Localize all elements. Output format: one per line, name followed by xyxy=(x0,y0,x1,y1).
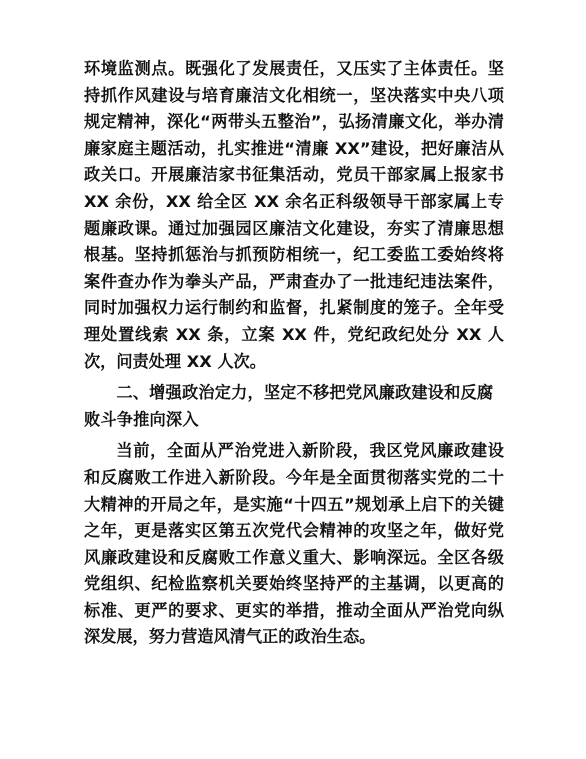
paragraph-current: 当前，全面从严治党进入新阶段，我区党风廉政建设和反腐败工作进入新阶段。今年是全面贯彻落实党的二十大精神的开局之年，是实施“十四五”规划承上启下的关键之年，更是落实区第五次党代会精神的攻坚之年，做好党风廉政建设和反腐败工作意义重大、影响深远。全区各级党组织、纪检监察机关要始终坚持严的主基调，以更高的标准、更严的要求、更实的举措，推动全面从严治党向纵深发展，努力营造风清气正的政治生态。 xyxy=(84,441,504,647)
document-body xyxy=(84,56,504,651)
paragraph-continued: 环境监测点。既强化了发展责任，又压实了主体责任。坚持抓作风建设与培育廉洁文化相统一，坚决落实中央八项规定精神，深化“两带头五整治”，弘扬清廉文化，举办清廉家庭主题活动，扎实推进“清廉 XX”建设，把好廉洁从政关口。开展廉洁家书征集活动，党员干部家属上报家书 XX 余份，XX 给全区 XX 余名正科级领导干部家属上专题廉政课。通过加强园区廉洁文化建设，夯实了清廉思想根基。坚持抓惩治与抓预防相统一，纪工委监工委始终将案件查办作为拳头产品，严肃查办了一批违纪违法案件，同时加强权力运行制约和监督，扎紧制度的笼子。全年受理处置线索 XX 条，立案 XX 件，党纪政纪处分 XX 人次，问责处理 XX 人次。 xyxy=(84,59,504,371)
section-heading: 二、增强政治定力，坚定不移把党风廉政建设和反腐败斗争推向深入 xyxy=(84,383,494,429)
